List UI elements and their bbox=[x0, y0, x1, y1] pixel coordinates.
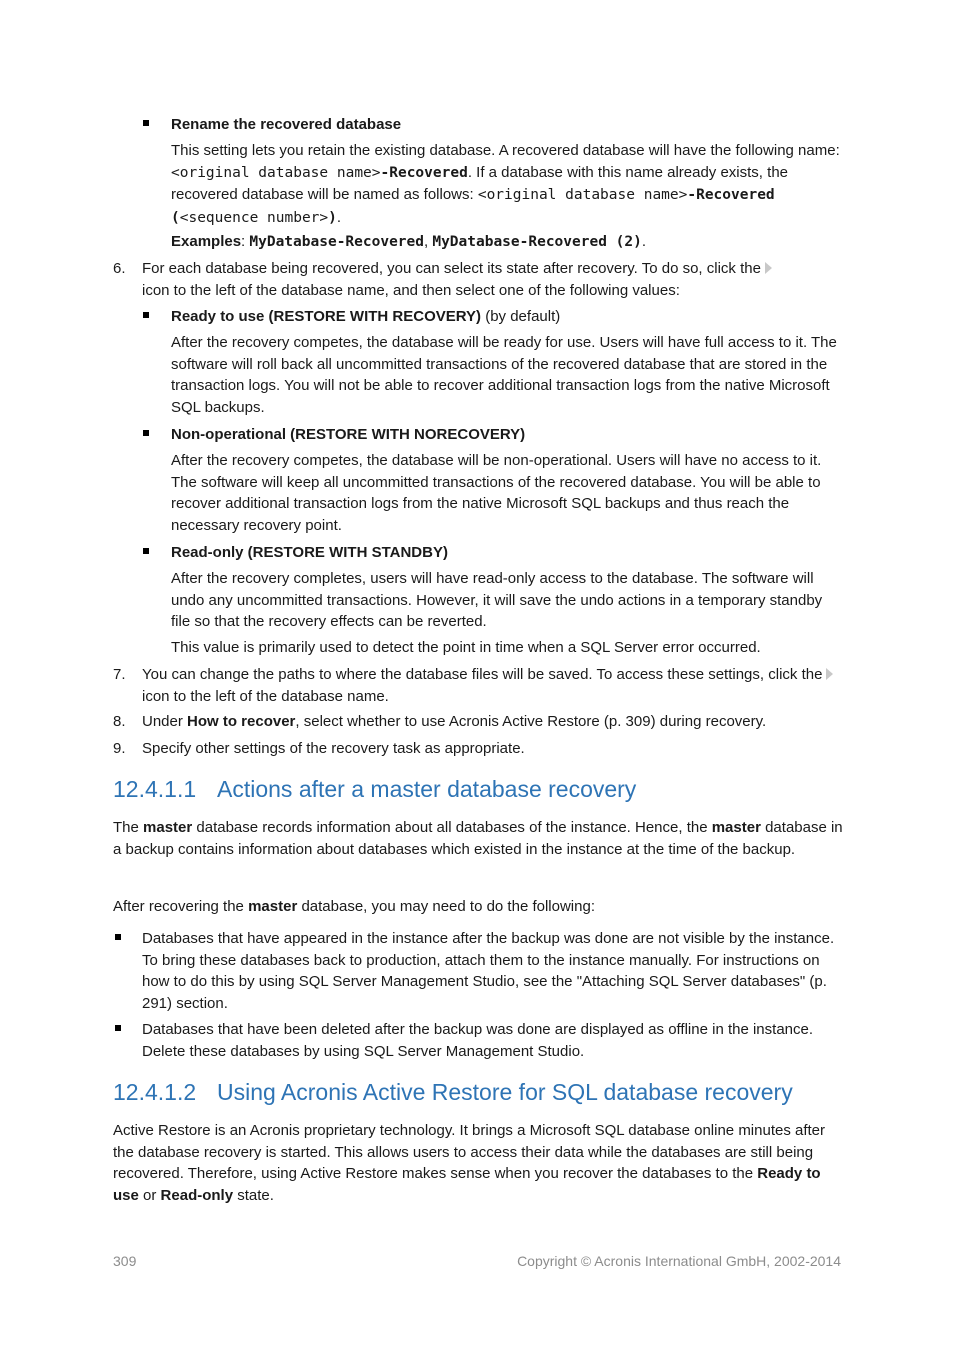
step-9-text: Specify other settings of the recovery task as appropriate. bbox=[142, 740, 525, 757]
master-paragraph-1: The master database records information about all databases of the instance. Hence, the master database in a backup contains information about databases which existed in the instance at the time of the backup. bbox=[113, 819, 843, 858]
section-heading-active-restore bbox=[113, 1079, 793, 1105]
section-title: Using Acronis Active Restore for SQL database recovery bbox=[217, 1079, 793, 1105]
rename-examples: Examples: MyDatabase-Recovered, MyDatabase-Recovered (2). bbox=[171, 233, 647, 250]
option-title-readonly: Read-only (RESTORE WITH STANDBY) bbox=[171, 544, 448, 561]
expand-arrow-icon bbox=[765, 262, 772, 274]
step-8-text: Under How to recover, select whether to use Acronis Active Restore (p. 309) during recovery. bbox=[142, 713, 767, 730]
section-title: Actions after a master database recovery bbox=[217, 776, 637, 802]
option-title-ready: Ready to use (RESTORE WITH RECOVERY) (by default) bbox=[171, 308, 561, 325]
expand-arrow-icon bbox=[826, 668, 833, 680]
bullet-marker bbox=[115, 934, 121, 940]
section-number: 12.4.1.2 bbox=[113, 1079, 197, 1105]
copyright-notice: Copyright © Acronis International GmbH, 2002-2014 bbox=[517, 1253, 841, 1269]
option-description-readonly: After the recovery completes, users will have read-only access to the database. The software will undo any uncommitted transactions. However, it will save the undo actions in a temporary standby file so that the recovery effects can be reverted. bbox=[171, 570, 823, 630]
bullet-marker bbox=[143, 430, 149, 436]
rename-description: This setting lets you retain the existing database. A recovered database will have the following name: <original database name>-Recovered. If a database with this name already exists, the recovered database will be named as follows: <original database name>-Recovered (<sequence number>). bbox=[171, 142, 840, 226]
option-description-nonoperational: After the recovery competes, the database will be non-operational. Users will have no access to it. The software will keep all uncommitted transactions of the recovered database. You will be able to recover additional transaction logs from the native Microsoft SQL backups and thus reach the necessary recovery point. bbox=[171, 452, 822, 534]
step-number: 7. bbox=[113, 666, 126, 683]
list-item: Databases that have been deleted after the backup was done are displayed as offline in the instance. Delete these databases by using SQL Server Management Studio. bbox=[142, 1021, 814, 1060]
option-description-ready: After the recovery competes, the database will be ready for use. Users will have full access to it. The software will roll back all uncommitted transactions of the recovered database that are stored in the transaction logs. You will not be able to recover additional transaction logs from the native Microsoft SQL backups. bbox=[171, 334, 837, 416]
step-number: 6. bbox=[113, 260, 126, 277]
bullet-marker bbox=[143, 548, 149, 554]
step-7-text: You can change the paths to where the database files will be saved. To access these settings, click theicon to the left of the database name. bbox=[142, 664, 842, 707]
bullet-marker bbox=[115, 1025, 121, 1031]
option-title-nonoperational: Non-operational (RESTORE WITH NORECOVERY) bbox=[171, 426, 526, 443]
option-title-rename: Rename the recovered database bbox=[171, 116, 402, 133]
bullet-marker bbox=[143, 120, 149, 126]
active-restore-paragraph: Active Restore is an Acronis proprietary technology. It brings a Microsoft SQL database online minutes after the database recovery is started. This allows users to access their data while the databases are still being recovered. Therefore, using Active Restore makes sense when you recover the databases to the Ready to use or Read-only state. bbox=[113, 1122, 826, 1204]
list-item: Databases that have appeared in the instance after the backup was done are not visible by the instance. To bring these databases back to production, attach them to the instance manually. For instructions on how to do this by using SQL Server Management Studio, see the "Attaching SQL Server databases" (p. 291) section. bbox=[142, 930, 835, 1012]
section-number: 12.4.1.1 bbox=[113, 776, 197, 802]
option-note-readonly: This value is primarily used to detect the point in time when a SQL Server error occurred. bbox=[171, 639, 761, 656]
bullet-marker bbox=[143, 312, 149, 318]
section-heading-master-recovery bbox=[113, 776, 637, 802]
step-number: 8. bbox=[113, 713, 126, 730]
page-number: 309 bbox=[113, 1253, 137, 1269]
master-paragraph-2: After recovering the master database, you may need to do the following: bbox=[113, 898, 595, 915]
step-6-text: For each database being recovered, you can select its state after recovery. To do so, click the icon to the left of the database name, and then select one of the following values: bbox=[142, 258, 842, 301]
step-number: 9. bbox=[113, 740, 126, 757]
